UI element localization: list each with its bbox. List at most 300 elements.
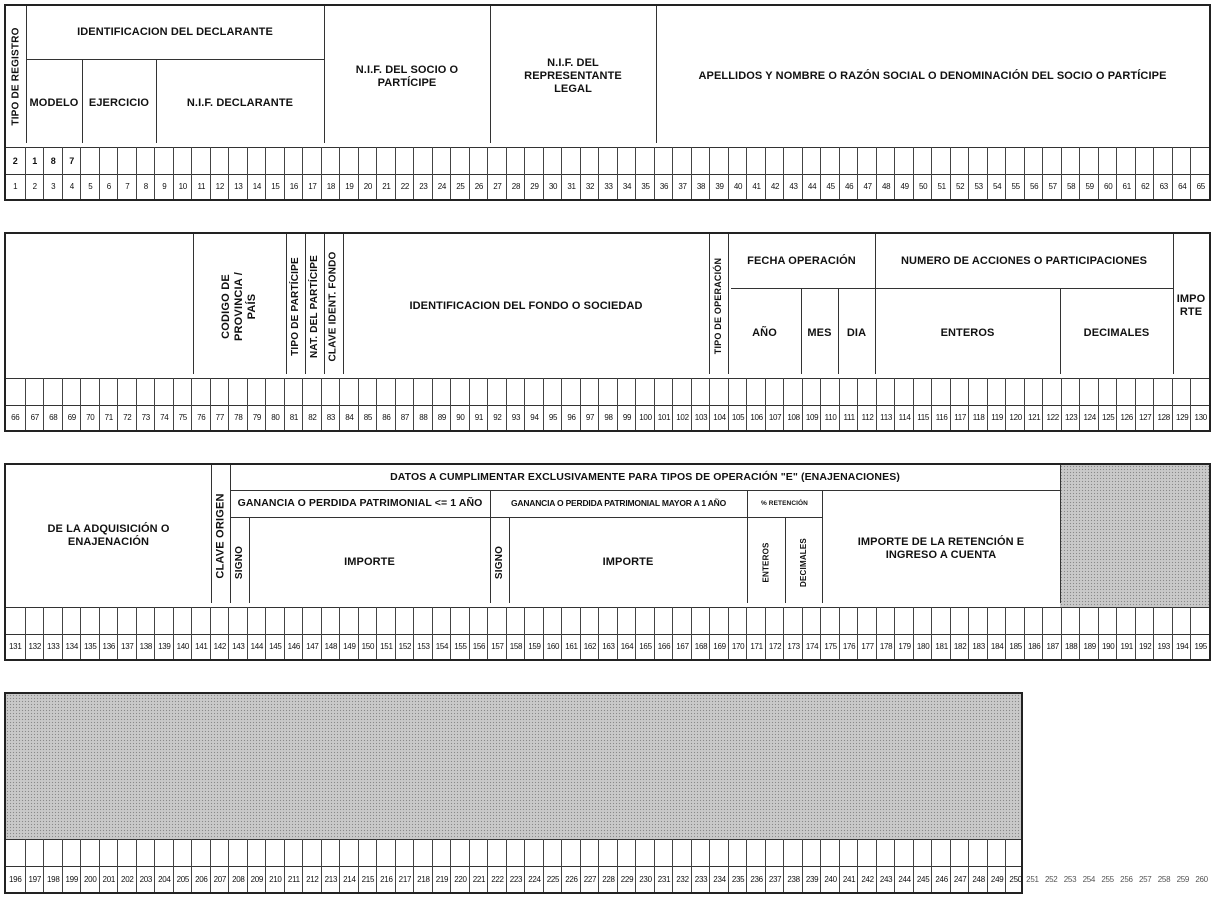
position-number: 34 xyxy=(617,174,637,199)
input-cell[interactable] xyxy=(321,607,341,634)
position-number: 239 xyxy=(802,866,822,892)
identificacion-fondo-label: IDENTIFICACION DEL FONDO O SOCIEDAD xyxy=(409,299,643,312)
input-cell[interactable] xyxy=(321,147,341,174)
input-cell[interactable] xyxy=(765,839,785,866)
input-cell[interactable] xyxy=(302,607,322,634)
input-cell[interactable] xyxy=(857,839,877,866)
input-cell[interactable] xyxy=(136,378,156,405)
input-cell[interactable] xyxy=(506,607,526,634)
input-cell[interactable] xyxy=(765,607,785,634)
input-cell[interactable] xyxy=(543,607,563,634)
input-cell[interactable] xyxy=(709,147,729,174)
input-cell[interactable] xyxy=(358,839,378,866)
input-cell[interactable] xyxy=(968,839,988,866)
input-cell[interactable] xyxy=(950,147,970,174)
input-cell[interactable] xyxy=(617,378,637,405)
position-number: 244 xyxy=(894,866,914,892)
input-cell[interactable] xyxy=(1005,839,1025,866)
input-cell[interactable] xyxy=(6,839,25,866)
position-number: 128 xyxy=(1153,405,1173,430)
input-cell[interactable] xyxy=(654,607,674,634)
input-cell[interactable] xyxy=(487,839,507,866)
input-cell[interactable] xyxy=(99,378,119,405)
input-cell[interactable] xyxy=(524,607,544,634)
input-cell[interactable] xyxy=(580,147,600,174)
input-cell[interactable] xyxy=(617,607,637,634)
input-cell[interactable] xyxy=(1061,147,1081,174)
input-cell[interactable] xyxy=(783,378,803,405)
position-number: 71 xyxy=(99,405,119,430)
input-cell[interactable] xyxy=(894,147,914,174)
position-number: 257 xyxy=(1138,874,1152,884)
input-cell[interactable] xyxy=(376,839,396,866)
input-cell[interactable] xyxy=(1153,607,1173,634)
input-cell[interactable] xyxy=(395,839,415,866)
position-number: 156 xyxy=(469,634,489,659)
input-cell[interactable] xyxy=(968,378,988,405)
input-cell[interactable] xyxy=(265,378,285,405)
input-cell[interactable] xyxy=(228,607,248,634)
input-cell[interactable] xyxy=(376,147,396,174)
position-number: 114 xyxy=(894,405,914,430)
input-cell[interactable] xyxy=(413,607,433,634)
input-cell[interactable] xyxy=(746,378,766,405)
input-cell[interactable] xyxy=(876,147,896,174)
input-cell[interactable] xyxy=(857,378,877,405)
input-cell[interactable] xyxy=(1098,378,1118,405)
position-number: 76 xyxy=(191,405,211,430)
input-cell[interactable] xyxy=(913,839,933,866)
input-cell[interactable] xyxy=(857,607,877,634)
input-cell[interactable] xyxy=(561,607,581,634)
input-cell[interactable] xyxy=(654,839,674,866)
input-cell[interactable] xyxy=(746,607,766,634)
input-cell[interactable] xyxy=(173,378,193,405)
input-cell[interactable] xyxy=(1172,147,1192,174)
input-cell[interactable] xyxy=(136,147,156,174)
input-cell[interactable] xyxy=(1153,378,1173,405)
input-cell[interactable] xyxy=(117,378,137,405)
input-cell[interactable] xyxy=(506,147,526,174)
input-cell[interactable] xyxy=(1061,607,1081,634)
position-number: 164 xyxy=(617,634,637,659)
input-cell[interactable] xyxy=(154,839,174,866)
input-cell[interactable] xyxy=(580,839,600,866)
input-cell[interactable] xyxy=(80,607,100,634)
input-cell[interactable] xyxy=(783,839,803,866)
input-cell[interactable] xyxy=(894,378,914,405)
input-cell[interactable] xyxy=(617,147,637,174)
input-cell[interactable] xyxy=(6,378,25,405)
input-cell[interactable] xyxy=(728,378,748,405)
input-cell[interactable] xyxy=(43,607,63,634)
input-cell[interactable] xyxy=(413,147,433,174)
input-cell[interactable] xyxy=(839,378,859,405)
input-cell[interactable] xyxy=(691,147,711,174)
input-cell[interactable] xyxy=(136,607,156,634)
input-cell[interactable] xyxy=(136,839,156,866)
input-cell[interactable] xyxy=(802,378,822,405)
position-number: 7 xyxy=(117,174,137,199)
input-cell[interactable] xyxy=(228,839,248,866)
input-cell[interactable] xyxy=(339,378,359,405)
input-cell[interactable] xyxy=(728,839,748,866)
input-cell[interactable] xyxy=(913,378,933,405)
input-cell[interactable] xyxy=(284,839,304,866)
position-number: 255 xyxy=(1101,874,1114,884)
input-cell[interactable] xyxy=(339,147,359,174)
input-cell[interactable] xyxy=(1042,378,1062,405)
position-number: 99 xyxy=(617,405,637,430)
input-cell[interactable] xyxy=(228,147,248,174)
input-cell[interactable] xyxy=(672,839,692,866)
input-cell[interactable] xyxy=(654,378,674,405)
input-cell[interactable] xyxy=(321,839,341,866)
input-cell[interactable] xyxy=(1042,147,1062,174)
input-cell[interactable] xyxy=(672,147,692,174)
input-cell[interactable] xyxy=(358,607,378,634)
enteros-label: ENTEROS xyxy=(940,326,995,339)
input-cell[interactable] xyxy=(191,839,211,866)
position-number: 51 xyxy=(931,174,951,199)
codigo-provincia-label: CODIGO DE PROVINCIA / PAÍS xyxy=(220,271,258,341)
input-cell[interactable] xyxy=(487,147,507,174)
input-cell[interactable] xyxy=(154,378,174,405)
input-cell[interactable] xyxy=(635,378,655,405)
input-cell[interactable] xyxy=(950,607,970,634)
input-cell[interactable] xyxy=(173,147,193,174)
input-cell[interactable] xyxy=(469,839,489,866)
input-cell[interactable] xyxy=(580,378,600,405)
input-cell[interactable] xyxy=(1098,147,1118,174)
input-cell[interactable] xyxy=(598,378,618,405)
input-cell[interactable] xyxy=(284,378,304,405)
input-cell[interactable] xyxy=(302,378,322,405)
input-cell[interactable] xyxy=(43,839,63,866)
input-cell[interactable] xyxy=(857,147,877,174)
input-cell[interactable] xyxy=(321,378,341,405)
input-cell[interactable] xyxy=(709,607,729,634)
input-cell[interactable] xyxy=(728,147,748,174)
position-number: 2 xyxy=(25,174,45,199)
input-cell[interactable] xyxy=(783,147,803,174)
input-cell[interactable] xyxy=(1042,607,1062,634)
input-cell[interactable] xyxy=(635,147,655,174)
input-cell[interactable] xyxy=(1116,147,1136,174)
input-cell[interactable] xyxy=(950,839,970,866)
input-cell[interactable] xyxy=(376,607,396,634)
input-cell[interactable] xyxy=(876,839,896,866)
input-cell[interactable] xyxy=(1024,607,1044,634)
position-number: 232 xyxy=(672,866,692,892)
input-cell[interactable]: 8 xyxy=(43,147,63,174)
input-cell[interactable] xyxy=(931,147,951,174)
input-cell[interactable] xyxy=(931,839,951,866)
input-cell[interactable] xyxy=(1135,378,1155,405)
input-cell[interactable] xyxy=(247,839,267,866)
input-cell[interactable] xyxy=(802,607,822,634)
input-cell[interactable] xyxy=(469,378,489,405)
input-cell[interactable] xyxy=(598,147,618,174)
input-cell[interactable] xyxy=(968,147,988,174)
input-cell[interactable] xyxy=(247,607,267,634)
input-cell[interactable] xyxy=(506,839,526,866)
input-cell[interactable] xyxy=(450,147,470,174)
input-cell[interactable] xyxy=(1116,378,1136,405)
input-cell[interactable] xyxy=(802,147,822,174)
input-cell[interactable] xyxy=(820,147,840,174)
input-cell[interactable] xyxy=(432,607,452,634)
input-cell[interactable] xyxy=(43,378,63,405)
position-number: 225 xyxy=(543,866,563,892)
input-cell[interactable] xyxy=(987,378,1007,405)
input-cell[interactable] xyxy=(524,839,544,866)
input-cell[interactable] xyxy=(487,607,507,634)
input-cell[interactable] xyxy=(469,607,489,634)
position-number: 5 xyxy=(80,174,100,199)
position-number: 93 xyxy=(506,405,526,430)
input-cell[interactable] xyxy=(1098,607,1118,634)
input-cell[interactable] xyxy=(691,378,711,405)
input-cell[interactable] xyxy=(413,378,433,405)
input-cell[interactable]: 2 xyxy=(12,155,18,166)
input-cell[interactable] xyxy=(894,607,914,634)
input-cell[interactable] xyxy=(1135,607,1155,634)
position-number: 91 xyxy=(469,405,489,430)
input-cell[interactable] xyxy=(691,607,711,634)
input-cell[interactable] xyxy=(302,839,322,866)
input-cell[interactable] xyxy=(173,607,193,634)
input-cell[interactable] xyxy=(80,839,100,866)
position-number: 218 xyxy=(413,866,433,892)
input-cell[interactable] xyxy=(117,839,137,866)
input-cell[interactable] xyxy=(746,147,766,174)
input-cell[interactable] xyxy=(6,607,25,634)
input-cell[interactable] xyxy=(117,147,137,174)
position-number: 215 xyxy=(358,866,378,892)
input-cell[interactable] xyxy=(395,147,415,174)
input-cell[interactable] xyxy=(395,378,415,405)
input-cell[interactable] xyxy=(1005,607,1025,634)
input-cell[interactable] xyxy=(25,378,45,405)
position-number: 195 xyxy=(1190,634,1210,659)
input-cell[interactable] xyxy=(1190,147,1210,174)
input-cell[interactable] xyxy=(543,378,563,405)
input-cell[interactable] xyxy=(765,147,785,174)
input-cell[interactable] xyxy=(709,378,729,405)
input-cell[interactable] xyxy=(876,378,896,405)
position-number: 141 xyxy=(191,634,211,659)
input-cell[interactable] xyxy=(802,839,822,866)
input-cell[interactable] xyxy=(284,147,304,174)
input-cell[interactable] xyxy=(839,839,859,866)
input-cell[interactable] xyxy=(358,147,378,174)
position-number: 153 xyxy=(413,634,433,659)
input-cell[interactable] xyxy=(654,147,674,174)
input-cell[interactable] xyxy=(543,147,563,174)
position-number: 204 xyxy=(154,866,174,892)
input-cell[interactable] xyxy=(376,378,396,405)
input-cell[interactable] xyxy=(1079,607,1099,634)
input-cell[interactable] xyxy=(1116,607,1136,634)
input-cell[interactable] xyxy=(62,607,82,634)
input-cell[interactable] xyxy=(265,147,285,174)
input-cell[interactable] xyxy=(1190,378,1210,405)
input-cell[interactable] xyxy=(395,607,415,634)
input-cell[interactable] xyxy=(432,378,452,405)
input-cell[interactable] xyxy=(284,607,304,634)
input-cell[interactable] xyxy=(968,607,988,634)
input-cell[interactable] xyxy=(99,839,119,866)
input-cell[interactable] xyxy=(598,607,618,634)
input-cell[interactable] xyxy=(1024,378,1044,405)
input-cell[interactable] xyxy=(820,839,840,866)
input-cell[interactable] xyxy=(820,378,840,405)
input-cell[interactable] xyxy=(191,147,211,174)
input-cell[interactable] xyxy=(635,607,655,634)
position-number: 116 xyxy=(931,405,951,430)
input-cell[interactable] xyxy=(894,839,914,866)
input-cell[interactable] xyxy=(1172,607,1192,634)
input-cell[interactable] xyxy=(839,607,859,634)
input-cell[interactable] xyxy=(210,378,230,405)
input-cell[interactable] xyxy=(913,147,933,174)
input-cell[interactable] xyxy=(931,378,951,405)
input-cell[interactable] xyxy=(228,378,248,405)
input-cell[interactable] xyxy=(358,378,378,405)
input-cell[interactable] xyxy=(450,378,470,405)
input-cell[interactable] xyxy=(506,378,526,405)
input-cell[interactable] xyxy=(432,147,452,174)
position-number: 25 xyxy=(450,174,470,199)
input-cell[interactable] xyxy=(154,607,174,634)
input-cell[interactable] xyxy=(432,839,452,866)
input-cell[interactable] xyxy=(617,839,637,866)
input-cell[interactable] xyxy=(913,607,933,634)
input-cell[interactable] xyxy=(1024,147,1044,174)
input-cell[interactable] xyxy=(691,839,711,866)
position-number: 22 xyxy=(395,174,415,199)
position-number: 231 xyxy=(654,866,674,892)
input-cell[interactable]: 1 xyxy=(25,147,45,174)
position-number: 28 xyxy=(506,174,526,199)
input-cell[interactable] xyxy=(561,147,581,174)
input-cell[interactable] xyxy=(25,607,45,634)
importe-menor-label: IMPORTE xyxy=(344,555,395,568)
input-cell[interactable] xyxy=(25,839,45,866)
input-cell[interactable] xyxy=(987,147,1007,174)
input-cell[interactable] xyxy=(1135,147,1155,174)
position-number: 174 xyxy=(802,634,822,659)
input-cell[interactable] xyxy=(247,147,267,174)
input-cell[interactable] xyxy=(487,378,507,405)
input-cell[interactable] xyxy=(339,839,359,866)
input-cell[interactable] xyxy=(987,607,1007,634)
input-cell[interactable] xyxy=(80,147,100,174)
input-cell[interactable] xyxy=(728,607,748,634)
nif-declarante-label: N.I.F. DECLARANTE xyxy=(186,96,294,109)
input-cell[interactable] xyxy=(99,147,119,174)
input-cell[interactable] xyxy=(543,839,563,866)
position-number: 12 xyxy=(210,174,230,199)
position-number: 16 xyxy=(284,174,304,199)
input-cell[interactable] xyxy=(524,378,544,405)
input-cell[interactable] xyxy=(580,607,600,634)
input-cell[interactable] xyxy=(154,147,174,174)
input-cell[interactable] xyxy=(561,839,581,866)
input-cell[interactable] xyxy=(265,839,285,866)
input-cell[interactable] xyxy=(1153,147,1173,174)
input-cell[interactable] xyxy=(62,378,82,405)
input-cell[interactable] xyxy=(450,839,470,866)
input-cell[interactable] xyxy=(1061,378,1081,405)
input-cell[interactable]: 7 xyxy=(62,147,82,174)
input-cell[interactable] xyxy=(1172,378,1192,405)
input-cell[interactable] xyxy=(635,839,655,866)
input-cell[interactable] xyxy=(672,378,692,405)
input-cell[interactable] xyxy=(1005,147,1025,174)
retencion-pct-label: % RETENCIÓN xyxy=(761,500,808,507)
input-cell[interactable] xyxy=(783,607,803,634)
position-number: 17 xyxy=(302,174,322,199)
input-cell[interactable] xyxy=(765,378,785,405)
input-cell[interactable] xyxy=(173,839,193,866)
anio-label: AÑO xyxy=(752,326,777,339)
input-cell[interactable] xyxy=(598,839,618,866)
importe-retencion-label: IMPORTE DE LA RETENCIÓN E INGRESO A CUENTA xyxy=(857,535,1025,561)
input-cell[interactable] xyxy=(99,607,119,634)
input-cell[interactable] xyxy=(1079,378,1099,405)
position-number: 60 xyxy=(1098,174,1118,199)
input-cell[interactable] xyxy=(247,378,267,405)
input-cell[interactable] xyxy=(413,839,433,866)
input-cell[interactable] xyxy=(839,147,859,174)
input-cell[interactable] xyxy=(469,147,489,174)
input-cell[interactable] xyxy=(450,607,470,634)
input-cell[interactable] xyxy=(746,839,766,866)
input-cell[interactable] xyxy=(987,839,1007,866)
input-cell[interactable] xyxy=(561,378,581,405)
input-cell[interactable] xyxy=(265,607,285,634)
input-cell[interactable] xyxy=(80,378,100,405)
input-cell[interactable] xyxy=(1005,378,1025,405)
input-cell[interactable] xyxy=(1190,607,1210,634)
input-cell[interactable] xyxy=(302,147,322,174)
input-cell[interactable] xyxy=(210,147,230,174)
input-cell[interactable] xyxy=(210,607,230,634)
input-cell[interactable] xyxy=(191,378,211,405)
input-cell[interactable] xyxy=(117,607,137,634)
input-cell[interactable] xyxy=(62,839,82,866)
position-number: 192 xyxy=(1135,634,1155,659)
input-cell[interactable] xyxy=(931,607,951,634)
position-number: 120 xyxy=(1005,405,1025,430)
position-number: 189 xyxy=(1079,634,1099,659)
position-number: 62 xyxy=(1135,174,1155,199)
input-cell[interactable] xyxy=(950,378,970,405)
input-cell[interactable] xyxy=(191,607,211,634)
input-cell[interactable] xyxy=(672,607,692,634)
input-cell[interactable] xyxy=(1079,147,1099,174)
input-cell[interactable] xyxy=(709,839,729,866)
input-cell[interactable] xyxy=(820,607,840,634)
position-number: 158 xyxy=(506,634,526,659)
input-cell[interactable] xyxy=(210,839,230,866)
position-number: 179 xyxy=(894,634,914,659)
input-cell[interactable] xyxy=(876,607,896,634)
input-cell[interactable] xyxy=(524,147,544,174)
input-cell[interactable] xyxy=(339,607,359,634)
